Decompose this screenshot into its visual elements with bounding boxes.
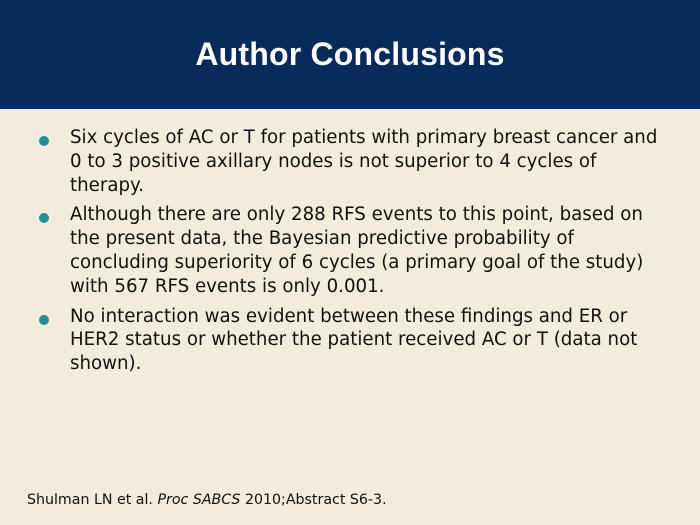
bullet-text: Six cycles of AC or T for patients with primary breast cancer and 0 to 3 positive axillary nodes is not superior to 4 cycles of therapy. <box>70 127 658 196</box>
citation <box>27 491 387 509</box>
title-bar <box>0 0 700 109</box>
bullet-dot-icon <box>39 315 49 325</box>
bullet-text: No interaction was evident between these findings and ER or HER2 status or whether the patient received AC or T (data not shown). <box>70 305 638 375</box>
citation-details: 2010;Abstract S6-3. <box>240 492 387 508</box>
bullet-item <box>0 126 660 197</box>
bullet-list <box>0 126 700 382</box>
bullet-text: Although there are only 288 RFS events to this point, based on the present data, the Bayesian predictive probability of concluding superiority of 6 cycles (a primary goal of the study) with 567 RFS events is only 0.001. <box>70 204 644 297</box>
citation-journal: Proc SABCS <box>157 492 241 508</box>
citation-authors: Shulman LN et al. <box>27 492 158 508</box>
slide-title: Author Conclusions <box>195 36 505 72</box>
bullet-item <box>0 305 660 376</box>
bullet-dot-icon <box>39 136 49 146</box>
bullet-item <box>0 203 660 298</box>
bullet-dot-icon <box>39 213 49 223</box>
